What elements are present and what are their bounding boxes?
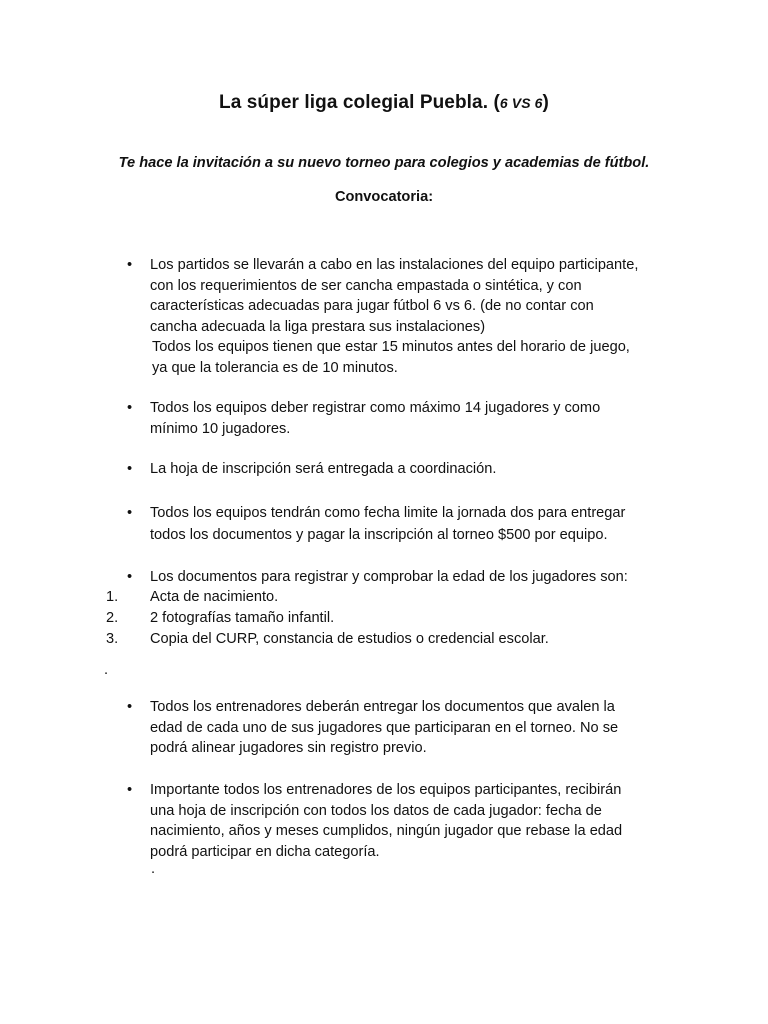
list-number: 1.: [106, 589, 119, 605]
numbered-item-text: Copia del CURP, constancia de estudios o credencial escolar.: [150, 631, 549, 647]
item-line: Los documentos para registrar y comprobar la edad de los jugadores son:: [150, 569, 628, 585]
item-line: Todos los equipos tienen que estar 15 minutos antes del horario de juego,: [152, 339, 630, 355]
title-main: La súper liga colegial Puebla. (: [219, 92, 500, 113]
bullet-icon: •: [127, 461, 133, 477]
item-line: Importante todos los entrenadores de los equipos participantes, recibirán: [150, 782, 622, 798]
item-line: Todos los equipos tendrán como fecha limite la jornada dos para entregar: [150, 505, 626, 521]
item-line: todos los documentos y pagar la inscripción al torneo $500 por equipo.: [150, 527, 608, 543]
bullet-icon: •: [127, 257, 133, 273]
stray-dot: .: [104, 662, 109, 678]
bullet-icon: •: [127, 699, 133, 715]
list-number: 2.: [106, 610, 119, 626]
item-line: Todos los equipos deber registrar como máximo 14 jugadores y como: [150, 400, 601, 416]
title-close-paren: ): [542, 92, 549, 113]
item-line: La hoja de inscripción será entregada a coordinación.: [150, 461, 497, 477]
bullet-icon: •: [127, 569, 133, 585]
title-format: 6 VS 6: [499, 95, 543, 111]
list-number: 3.: [106, 631, 119, 647]
convocatoria-heading: Convocatoria:: [334, 189, 434, 205]
item-line: Los partidos se llevarán a cabo en las instalaciones del equipo participante,: [150, 257, 639, 273]
bullet-icon: •: [127, 782, 133, 798]
item-line: nacimiento, años y meses cumplidos, ningún jugador que rebase la edad: [150, 823, 623, 839]
item-line: cancha adecuada la liga prestara sus instalaciones): [150, 318, 486, 335]
invitation-subtitle: Te hace la invitación a su nuevo torneo para colegios y academias de fútbol.: [118, 155, 650, 171]
item-line: ya que la tolerancia es de 10 minutos.: [152, 359, 398, 376]
stray-dot: .: [151, 861, 156, 877]
item-line: Todos los entrenadores deberán entregar los documentos que avalen la: [150, 699, 615, 715]
document-title: [0, 92, 768, 114]
item-line: podrá participar en dicha categoría.: [150, 843, 380, 860]
item-line: podrá alinear jugadores sin registro previo.: [150, 740, 427, 756]
item-line: con los requerimientos de ser cancha empastada o sintética, y con: [150, 277, 582, 294]
item-line: características adecuadas para jugar fútbol 6 vs 6. (de no contar con: [150, 298, 594, 314]
numbered-item-text: 2 fotografías tamaño infantil.: [150, 610, 335, 626]
item-line: mínimo 10 jugadores.: [150, 420, 291, 437]
numbered-item-text: Acta de nacimiento.: [150, 589, 279, 605]
bullet-icon: •: [127, 505, 133, 521]
item-line: una hoja de inscripción con todos los datos de cada jugador: fecha de: [150, 802, 602, 819]
item-line: edad de cada uno de sus jugadores que participaran en el torneo. No se: [150, 719, 619, 736]
bullet-icon: •: [127, 400, 133, 416]
